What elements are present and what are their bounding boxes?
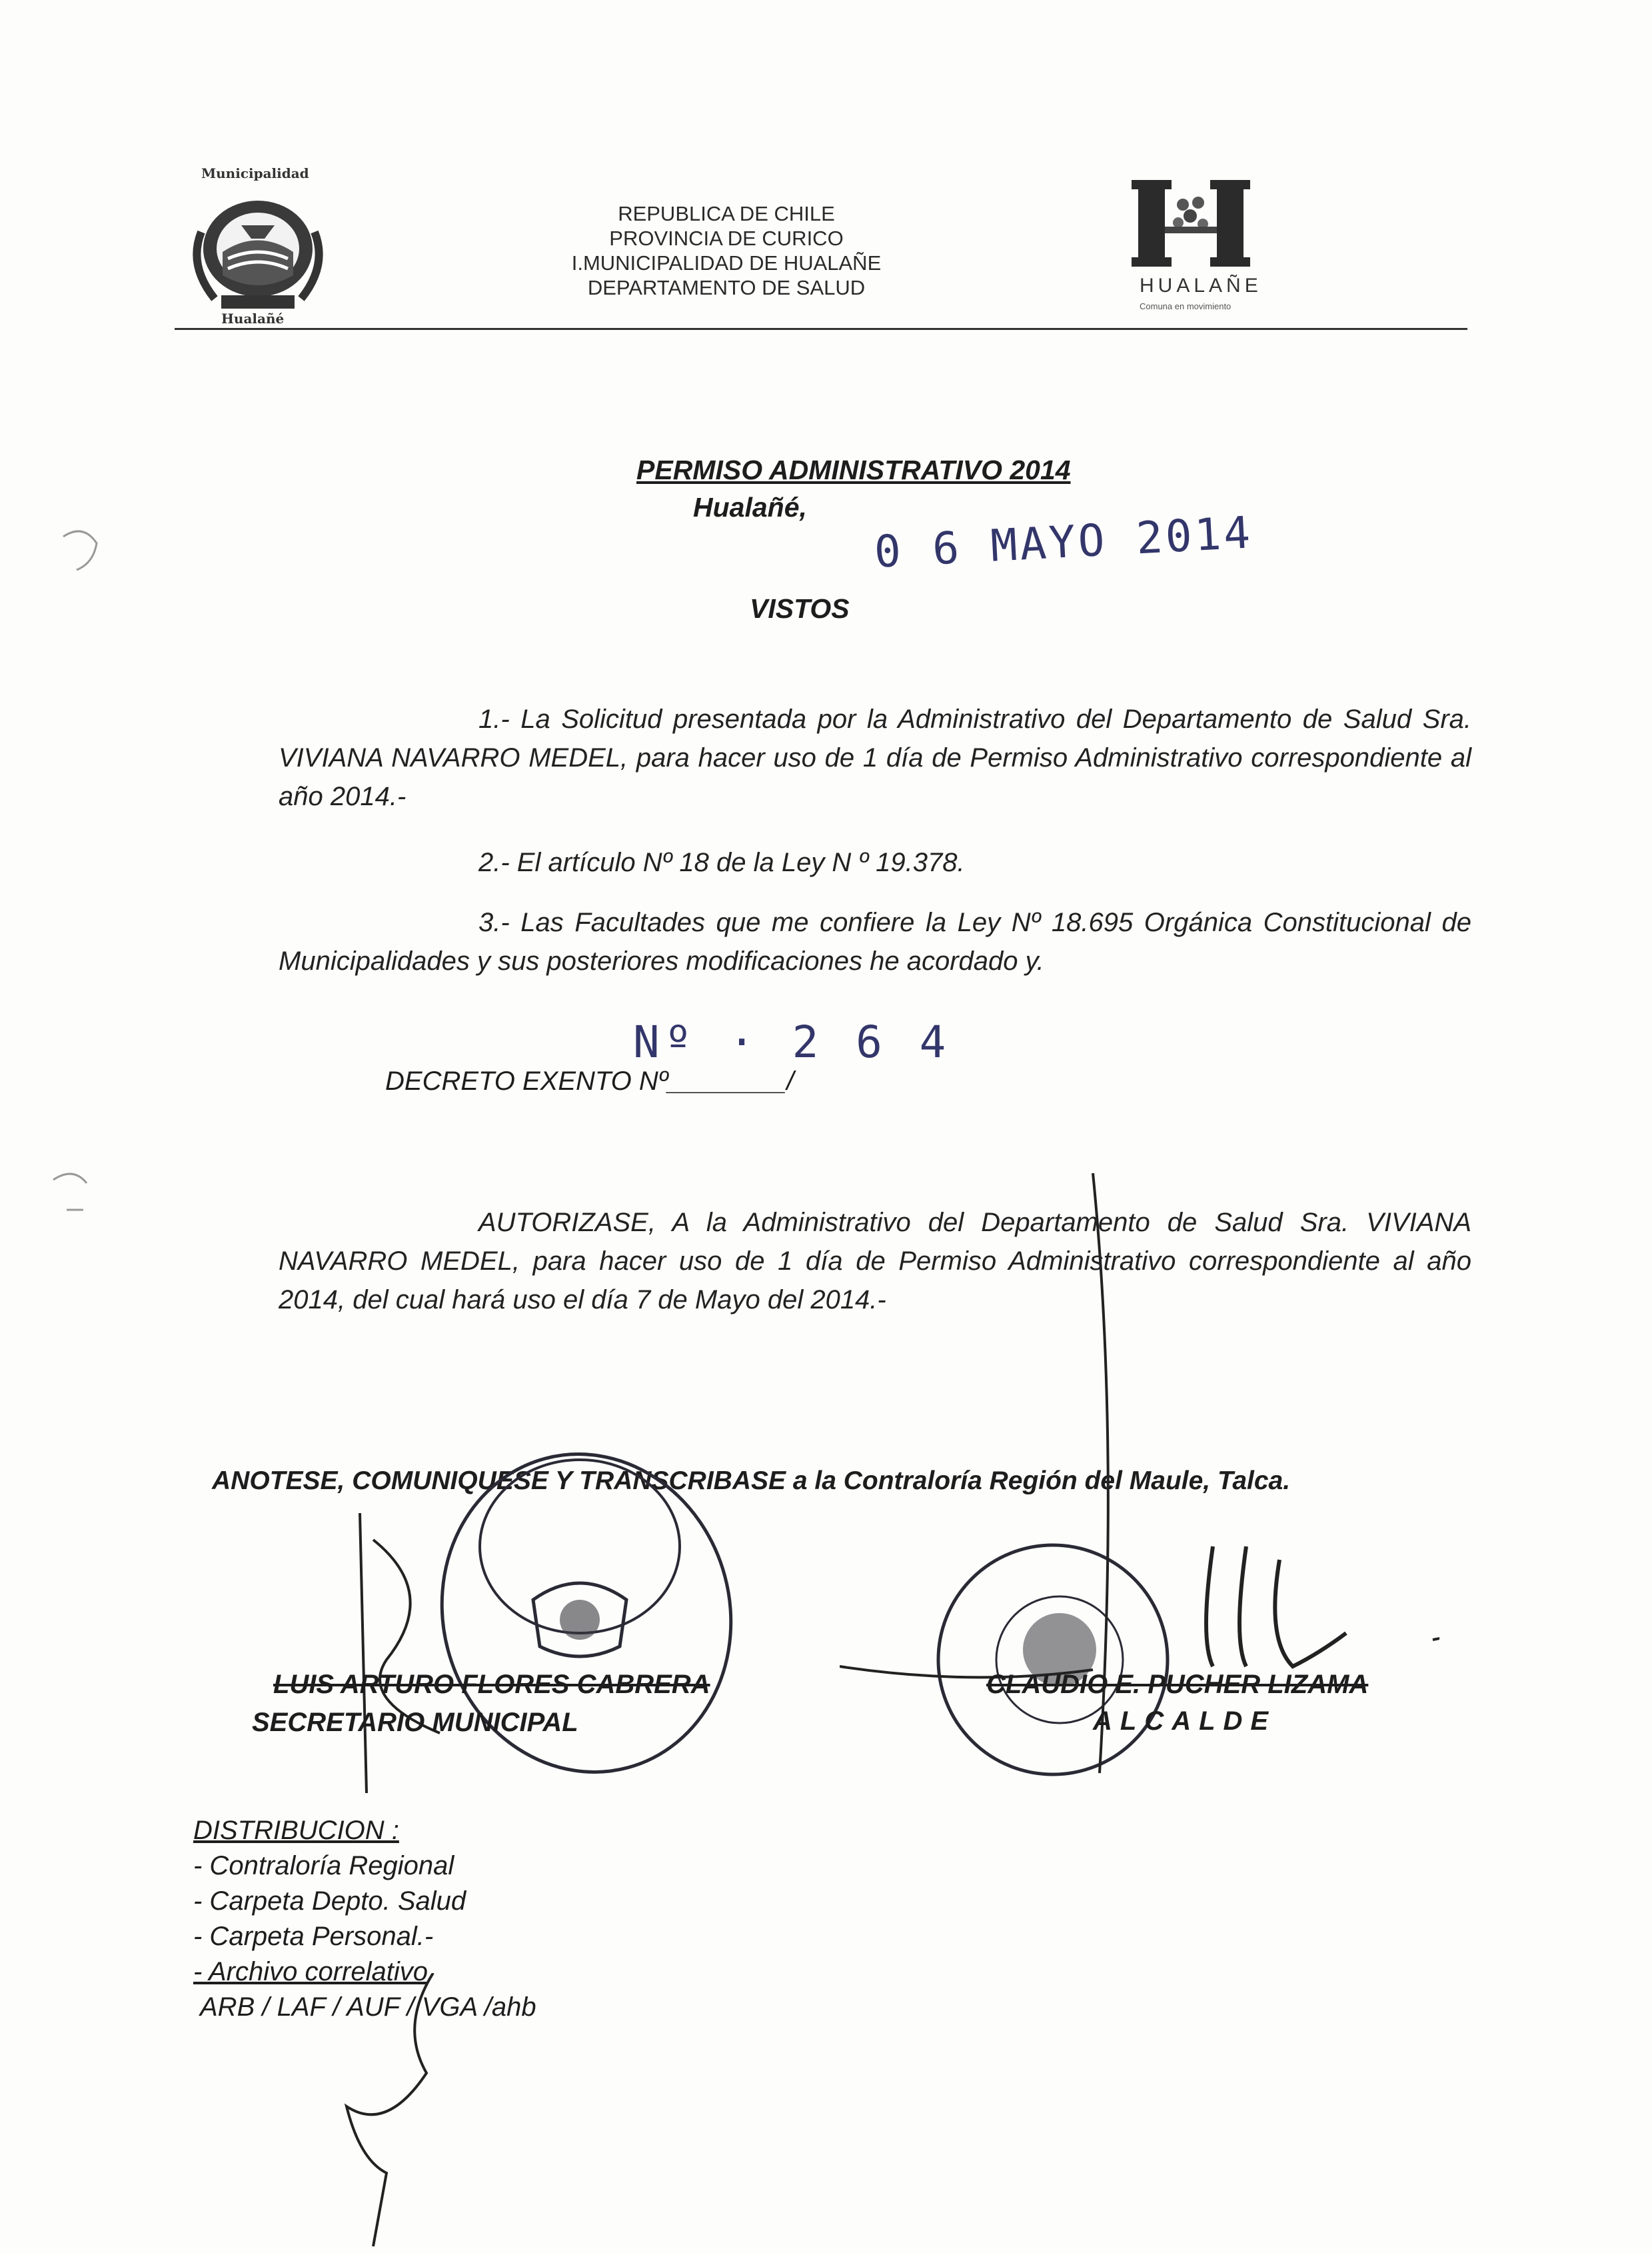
closing-statement: ANOTESE, COMUNIQUESE Y TRANSCRIBASE a la Contraloría Región del Maule, Talca. bbox=[212, 1466, 1291, 1495]
hualane-h-logo-icon bbox=[1126, 175, 1259, 275]
header-line-municipality: I.MUNICIPALIDAD DE HUALAÑE bbox=[571, 251, 882, 275]
hualane-logo-tagline: Comuna en movimiento bbox=[1140, 301, 1232, 311]
place-label: Hualañé, bbox=[693, 492, 807, 523]
mayor-title: ALCALDE bbox=[1093, 1706, 1277, 1736]
distribution-item: - Carpeta Depto. Salud bbox=[193, 1886, 466, 1916]
decree-label: DECRETO EXENTO Nº________/ bbox=[385, 1067, 794, 1096]
logo-bottom-text: Hualañé bbox=[221, 311, 285, 327]
header-line-department: DEPARTAMENTO DE SALUD bbox=[587, 276, 866, 299]
document-title: PERMISO ADMINISTRATIVO 2014 bbox=[636, 455, 1071, 485]
distribution-heading: DISTRIBUCION : bbox=[193, 1816, 399, 1845]
header-block bbox=[480, 201, 973, 300]
date-stamp: 0 6 MAYO 2014 bbox=[873, 507, 1254, 578]
resolution-paragraph: AUTORIZASE, A la Administrativo del Departamento de Salud Sra. VIVIANA NAVARRO MEDEL, para hacer uso de 1 día de Permiso Administrativo correspondiente al año 2014, del cual hará uso el día 7 de Mayo del 2014.- bbox=[279, 1208, 1471, 1314]
distribution-item: - Archivo correlativo bbox=[193, 1957, 428, 1986]
municipal-logo bbox=[181, 165, 335, 329]
secretary-signature-icon bbox=[347, 1513, 546, 1800]
distribution-item: - Carpeta Personal.- bbox=[193, 1922, 434, 1951]
municipal-coat-of-arms-icon bbox=[181, 165, 335, 329]
hualane-logo-name: HUALAÑE bbox=[1140, 275, 1262, 297]
vistos-item-3: 3.- Las Facultades que me confiere la Ley Nº 18.695 Orgánica Constitucional de Municipalidades y sus posteriores modificaciones he acordado y. bbox=[279, 908, 1471, 976]
vistos-item-2: 2.- El artículo Nº 18 de la Ley N º 19.378. bbox=[478, 848, 965, 877]
header-line-province: PROVINCIA DE CURICO bbox=[609, 227, 844, 250]
distribution-item: - Contraloría Regional bbox=[193, 1851, 454, 1880]
mayor-signature-icon bbox=[840, 1173, 1439, 1840]
header-divider bbox=[175, 328, 1467, 330]
secretary-title: SECRETARIO MUNICIPAL bbox=[252, 1708, 578, 1737]
vistos-heading: VISTOS bbox=[750, 593, 850, 624]
punch-hole-mark-icon bbox=[57, 523, 103, 583]
hualane-logo bbox=[1126, 175, 1262, 318]
initials-signature-icon bbox=[333, 1973, 453, 2253]
punch-hole-mark-icon bbox=[47, 1163, 93, 1223]
header-line-republic: REPUBLICA DE CHILE bbox=[618, 202, 835, 225]
vistos-item-1: 1.- La Solicitud presentada por la Administrativo del Departamento de Salud Sra. VIVIANA NAVARRO MEDEL, para hacer uso de 1 día de Permiso Administrativo correspondiente al año 2014.- bbox=[279, 705, 1471, 811]
logo-top-text: Municipalidad bbox=[201, 165, 309, 181]
mayor-name: CLAUDIO E. PUCHER LIZAMA bbox=[986, 1670, 1369, 1699]
distribution-initials: ARB / LAF / AUF / VGA /ahb bbox=[200, 1992, 536, 2022]
secretary-name: LUIS ARTURO FLORES CABRERA bbox=[273, 1670, 710, 1699]
decree-number-stamp: Nº · 2 6 4 bbox=[633, 1017, 952, 1068]
